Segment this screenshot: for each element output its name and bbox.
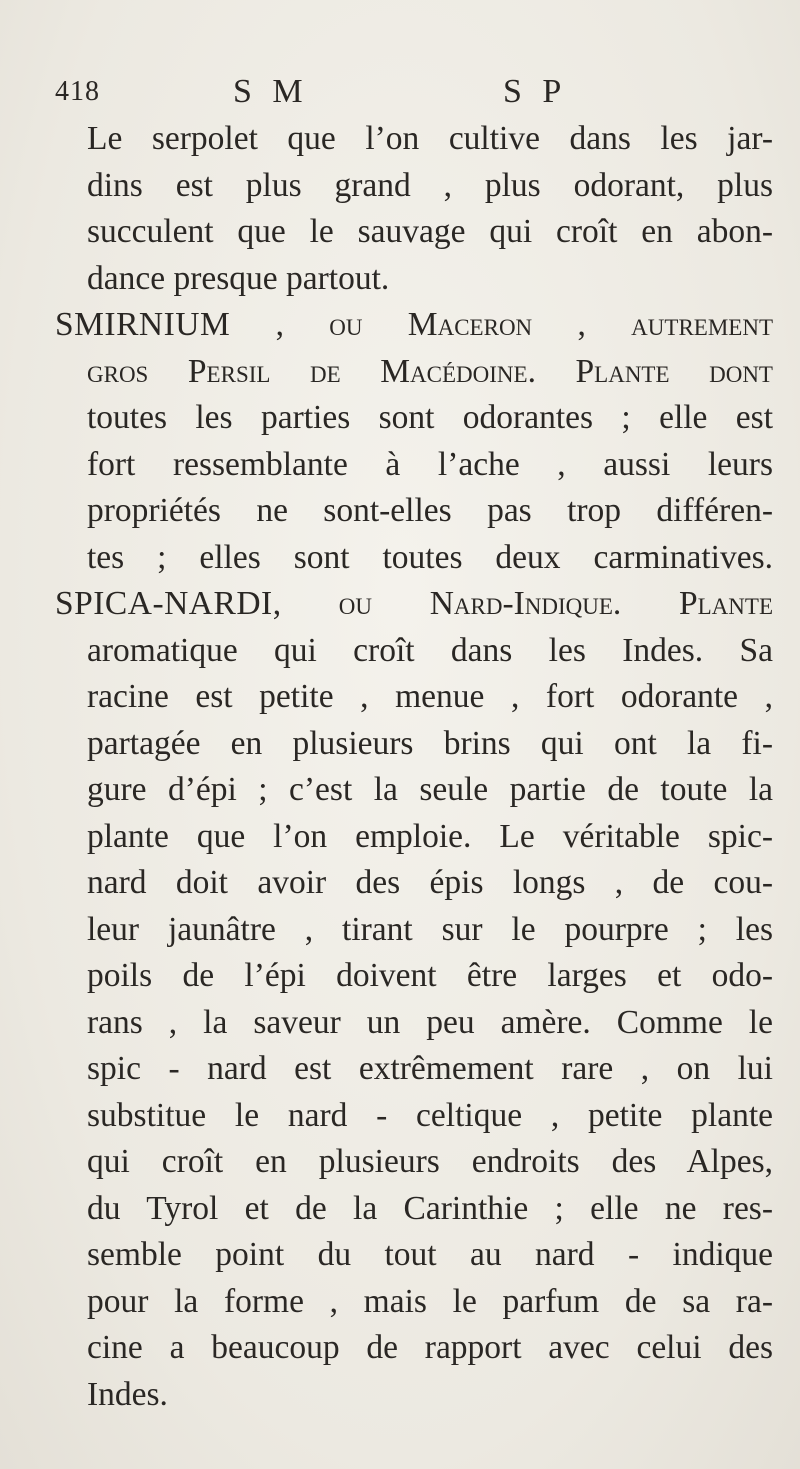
- text-line: leur jaunâtre , tirant sur le pourpre ; les: [87, 910, 773, 948]
- text-line: propriétés ne sont-elles pas trop différen-: [87, 492, 773, 529]
- page-number: 418: [55, 76, 100, 107]
- entry-headword: SPICA-NARDI: [55, 585, 273, 622]
- text-line: gure d’épi ; c’est la seule partie de toute la: [87, 771, 773, 808]
- text-line: rans , la saveur un peu amère. Comme le: [87, 1003, 773, 1041]
- text-line: semble point du tout au nard - indique: [87, 1236, 773, 1273]
- text-line: racine est petite , menue , fort odorante ,: [87, 678, 773, 715]
- entry-line-rest: , ou Nard-Indique. Plante: [272, 585, 773, 622]
- running-head-right: S P: [503, 73, 568, 110]
- entry-line-spica-nardi: [55, 581, 773, 628]
- entry-headword: SMIRNIUM: [55, 306, 231, 343]
- entry-line-smirnium: [55, 302, 773, 349]
- text-line: tes ; elles sont toutes deux carminatives.: [87, 538, 773, 576]
- text-line: spic - nard est extrêmement rare , on lui: [87, 1050, 773, 1087]
- text-line: du Tyrol et de la Carinthie ; elle ne res-: [87, 1189, 773, 1227]
- text-line: cine a beaucoup de rapport avec celui des: [87, 1329, 773, 1366]
- text-line: dins est plus grand , plus odorant, plus: [87, 166, 773, 204]
- text-line: qui croît en plusieurs endroits des Alpes,: [87, 1143, 773, 1180]
- text-line: plante que l’on emploie. Le véritable spic-: [87, 817, 773, 855]
- running-head: [55, 70, 775, 114]
- text-line: pour la forme , mais le parfum de sa ra-: [87, 1282, 773, 1320]
- text-line: Indes.: [87, 1375, 168, 1413]
- text-line: Le serpolet que l’on cultive dans les jar-: [87, 120, 773, 157]
- body-text: [55, 116, 773, 1418]
- text-line: gros Persil de Macédoine. Plante dont: [87, 352, 773, 390]
- text-line: nard doit avoir des épis longs , de cou-: [87, 864, 773, 901]
- text-line: aromatique qui croît dans les Indes. Sa: [87, 631, 773, 669]
- text-line: toutes les parties sont odorantes ; elle est: [87, 399, 773, 436]
- text-line: poils de l’épi doivent être larges et odo-: [87, 957, 773, 994]
- text-line: substitue le nard - celtique , petite plante: [87, 1096, 773, 1134]
- entry-line-rest: , ou Maceron , autrement: [230, 306, 773, 343]
- text-line: fort ressemblante à l’ache , aussi leurs: [87, 445, 773, 483]
- running-head-title: S M: [233, 73, 309, 110]
- text-line: partagée en plusieurs brins qui ont la fi-: [87, 724, 773, 762]
- text-line: dance presque partout.: [87, 259, 390, 297]
- text-line: succulent que le sauvage qui croît en abon-: [87, 213, 773, 250]
